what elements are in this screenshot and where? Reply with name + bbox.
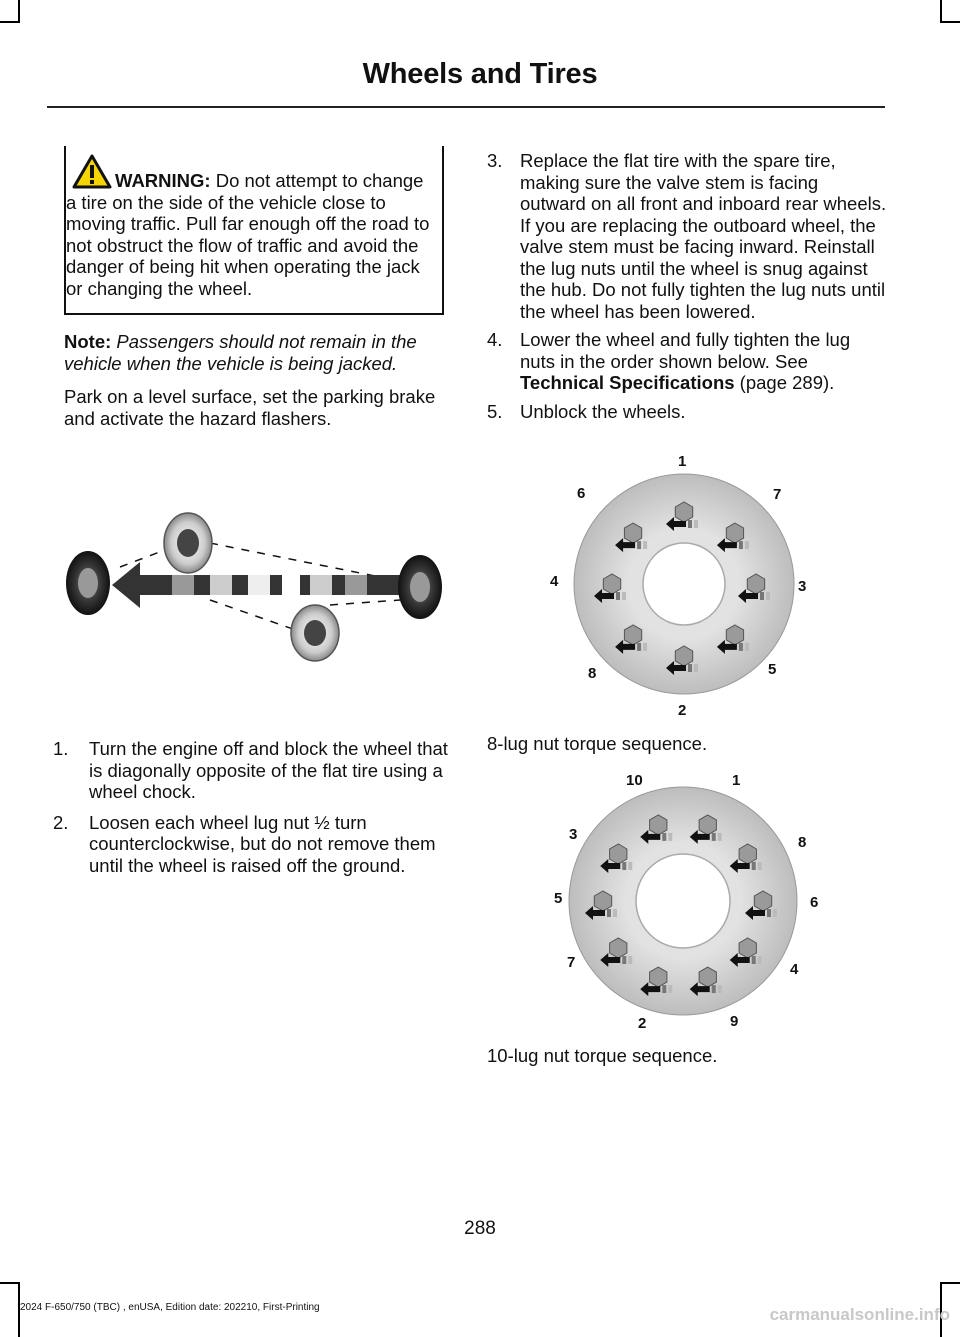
- spare-tire-top: [164, 513, 212, 573]
- flat-tire: [66, 551, 110, 615]
- 8-lug-torque-diagram: [540, 448, 830, 720]
- lug-label-7: 7: [567, 954, 576, 971]
- steps-right-list: [487, 150, 887, 422]
- warning-text: Do not attempt to change a tire on the side of the vehicle close to moving traffic. Pull far enough off the road to not obstruct the flow of traffic and avoid the danger of being hit when operating the jack or changing the wheel.: [66, 170, 430, 299]
- list-item: 1. Turn the engine off and block the wheel that is diagonally opposite of the flat tire using a wheel chock.: [53, 738, 448, 802]
- lug-label-1: 1: [732, 772, 741, 789]
- lug-label-1: 1: [678, 453, 687, 470]
- note-label: Note:: [64, 331, 112, 352]
- steps-left-list: [53, 738, 453, 885]
- list-item: 2. Loosen each wheel lug nut ½ turn counterclockwise, but do not remove them until the wheel is raised off the ground.: [53, 811, 436, 876]
- list-item: 3. Replace the flat tire with the spare tire, making sure the valve stem is facing outward on all front and inboard rear wheels. If you are replacing the outboard wheel, the valve stem must be facing inward. Reinstall the lug nuts until the wheel is snug against the hub. Do not fully tighten the lug nuts until the wheel has been lowered.: [487, 150, 887, 322]
- lug-label-4: 4: [790, 961, 799, 978]
- page-number: 288: [464, 1218, 496, 1239]
- crop-mark: [940, 1282, 960, 1284]
- spare-tire-diagram: [60, 505, 444, 663]
- left-column: [64, 146, 446, 429]
- lug-label-5: 5: [554, 890, 563, 907]
- crop-mark: [0, 21, 20, 23]
- list-item: 5. Unblock the wheels.: [487, 400, 686, 422]
- 10-lug-torque-diagram: [545, 765, 835, 1037]
- lug-label-2: 2: [678, 702, 687, 719]
- rear-tire: [398, 555, 442, 619]
- caption-8-lug: 8-lug nut torque sequence.: [487, 733, 708, 754]
- lug-label-5: 5: [768, 661, 777, 678]
- right-column: [487, 150, 887, 429]
- warning-text-block: [66, 170, 442, 299]
- warning-box: [64, 146, 444, 315]
- lug-label-6: 6: [810, 894, 819, 911]
- lug-label-4: 4: [550, 573, 559, 590]
- list-item: 4. Lower the wheel and fully tighten the lug nuts in the order shown below. See Technical Specifications (page 289).: [487, 329, 851, 393]
- note-text: Passengers should not remain in the vehicle when the vehicle is being jacked.: [64, 331, 417, 374]
- technical-specifications-link[interactable]: Technical Specifications: [520, 372, 735, 393]
- lug-label-7: 7: [773, 486, 782, 503]
- warning-label: WARNING:: [115, 170, 211, 191]
- lug-label-6: 6: [577, 485, 586, 502]
- lug-label-8: 8: [588, 665, 597, 682]
- lug-label-3: 3: [798, 578, 807, 595]
- crop-mark: [940, 0, 942, 22]
- lug-label-2: 2: [638, 1015, 647, 1032]
- park-paragraph: Park on a level surface, set the parking brake and activate the hazard flashers.: [64, 386, 436, 429]
- lug-label-9: 9: [730, 1013, 739, 1030]
- watermark: carmanualsonline.info: [769, 1305, 950, 1324]
- header-divider: [47, 106, 885, 108]
- crop-mark: [0, 1282, 20, 1284]
- page-title: Wheels and Tires: [362, 58, 598, 90]
- lug-label-3: 3: [569, 826, 578, 843]
- note-paragraph: [64, 331, 446, 374]
- warning-triangle-icon: [72, 154, 112, 190]
- lug-label-8: 8: [798, 834, 807, 851]
- caption-10-lug: 10-lug nut torque sequence.: [487, 1045, 718, 1066]
- crop-mark: [940, 21, 960, 23]
- crop-mark: [18, 0, 20, 22]
- lug-label-10: 10: [626, 772, 643, 789]
- spare-tire-bottom: [291, 605, 339, 661]
- footer-edition: 2024 F-650/750 (TBC) , enUSA, Edition date: 202210, First-Printing: [20, 1302, 320, 1313]
